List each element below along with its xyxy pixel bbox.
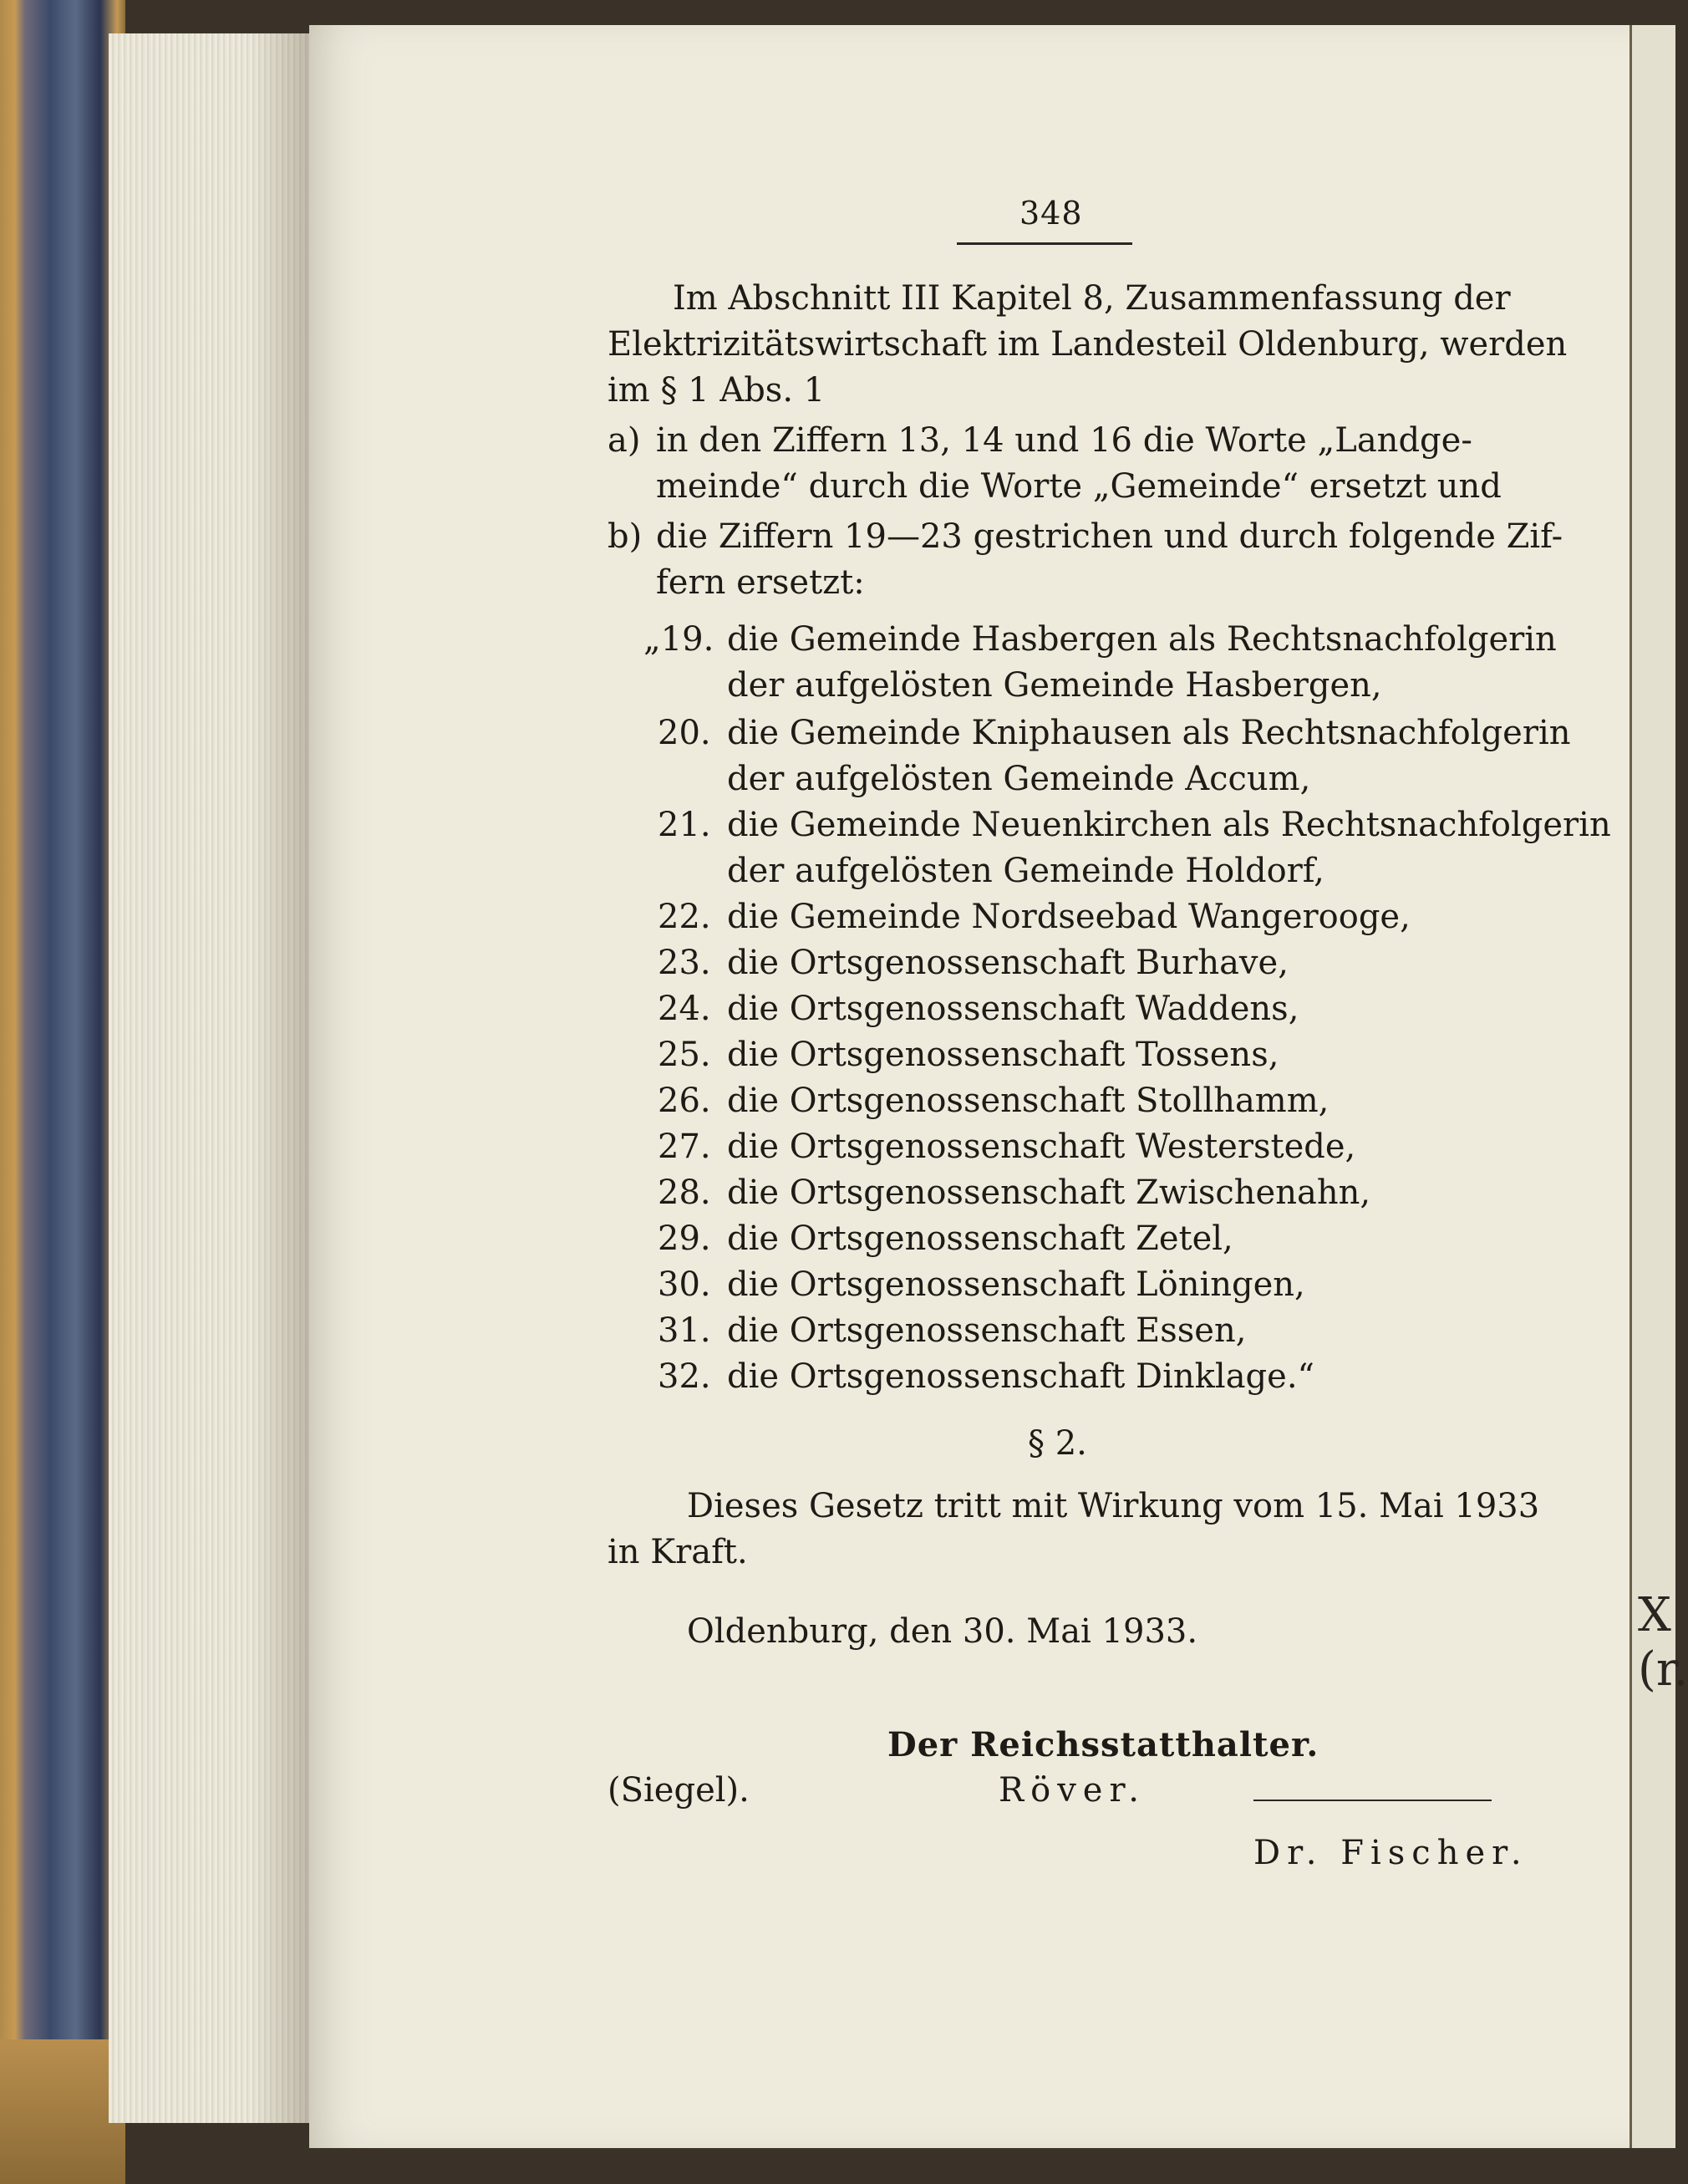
entry-number: „19. bbox=[643, 620, 714, 659]
entry-number: 32. bbox=[658, 1357, 711, 1396]
entry-number: 20. bbox=[658, 714, 711, 752]
cover-edge bbox=[0, 2039, 125, 2184]
signatory-name: Röver. bbox=[999, 1771, 1146, 1810]
place-date: Oldenburg, den 30. Mai 1933. bbox=[687, 1612, 1198, 1651]
signatory-title: Der Reichsstatthalter. bbox=[887, 1725, 1319, 1764]
seal-note: (Siegel). bbox=[608, 1771, 750, 1810]
entry-text: die Ortsgenossenschaft Waddens, bbox=[727, 990, 1299, 1028]
entry-text: die Ortsgenossenschaft Stollhamm, bbox=[727, 1082, 1330, 1120]
entry-text: die Gemeinde Nordseebad Wangerooge, bbox=[727, 898, 1411, 936]
facing-page-edge bbox=[1630, 25, 1675, 2148]
entry-number: 22. bbox=[658, 898, 711, 936]
entry-number: 21. bbox=[658, 806, 711, 844]
intro-line: Elektrizitätswirtschaft im Landesteil Oldenburg, werden bbox=[608, 325, 1568, 364]
entry-text: der aufgelösten Gemeinde Holdorf, bbox=[727, 852, 1324, 890]
entry-text: der aufgelösten Gemeinde Accum, bbox=[727, 760, 1311, 798]
entry-text: die Ortsgenossenschaft Burhave, bbox=[727, 944, 1289, 982]
facing-page-fragment: (r. bbox=[1638, 1642, 1688, 1697]
signature-rule bbox=[1253, 1800, 1492, 1801]
section-text: Dieses Gesetz tritt mit Wirkung vom 15. Mai 1933 bbox=[687, 1487, 1540, 1525]
entry-text: die Gemeinde Neuenkirchen als Rechtsnachfolgerin bbox=[727, 806, 1611, 844]
intro-line: Im Abschnitt III Kapitel 8, Zusammenfassung der bbox=[673, 279, 1511, 318]
entry-number: 23. bbox=[658, 944, 711, 982]
signatory-name: Dr. Fischer. bbox=[1253, 1834, 1528, 1872]
item-b-marker: b) bbox=[608, 517, 643, 556]
facing-page-fragment: X bbox=[1638, 1588, 1671, 1642]
gutter-shadow bbox=[251, 33, 318, 2123]
entry-text: die Ortsgenossenschaft Zwischenahn, bbox=[727, 1173, 1371, 1212]
page-number-rule bbox=[957, 242, 1132, 245]
entry-text: die Ortsgenossenschaft Tossens, bbox=[727, 1036, 1279, 1074]
intro-line: im § 1 Abs. 1 bbox=[608, 371, 826, 410]
entry-text: die Gemeinde Hasbergen als Rechtsnachfolgerin bbox=[727, 620, 1557, 659]
entry-text: die Gemeinde Kniphausen als Rechtsnachfolgerin bbox=[727, 714, 1571, 752]
book-cover bbox=[0, 0, 125, 2184]
page-number: 348 bbox=[1019, 195, 1083, 232]
entry-number: 31. bbox=[658, 1311, 711, 1350]
section-text: in Kraft. bbox=[608, 1533, 748, 1571]
entry-text: die Ortsgenossenschaft Dinklage.“ bbox=[727, 1357, 1314, 1396]
item-b-text: die Ziffern 19—23 gestrichen und durch folgende Zif- bbox=[656, 517, 1563, 556]
entry-number: 24. bbox=[658, 990, 711, 1028]
item-a-marker: a) bbox=[608, 421, 641, 460]
entry-number: 27. bbox=[658, 1128, 711, 1166]
item-a-text: meinde“ durch die Worte „Gemeinde“ ersetzt und bbox=[656, 467, 1502, 506]
entry-number: 30. bbox=[658, 1265, 711, 1304]
entry-text: der aufgelösten Gemeinde Hasbergen, bbox=[727, 666, 1382, 705]
item-b-text: fern ersetzt: bbox=[656, 563, 865, 602]
entry-text: die Ortsgenossenschaft Löningen, bbox=[727, 1265, 1305, 1304]
entry-number: 26. bbox=[658, 1082, 711, 1120]
entry-number: 29. bbox=[658, 1219, 711, 1258]
entry-text: die Ortsgenossenschaft Westerstede, bbox=[727, 1128, 1356, 1166]
section-heading: § 2. bbox=[1028, 1424, 1087, 1463]
item-a-text: in den Ziffern 13, 14 und 16 die Worte „Landge- bbox=[656, 421, 1472, 460]
entry-text: die Ortsgenossenschaft Essen, bbox=[727, 1311, 1247, 1350]
entry-number: 28. bbox=[658, 1173, 711, 1212]
entry-number: 25. bbox=[658, 1036, 711, 1074]
entry-text: die Ortsgenossenschaft Zetel, bbox=[727, 1219, 1233, 1258]
